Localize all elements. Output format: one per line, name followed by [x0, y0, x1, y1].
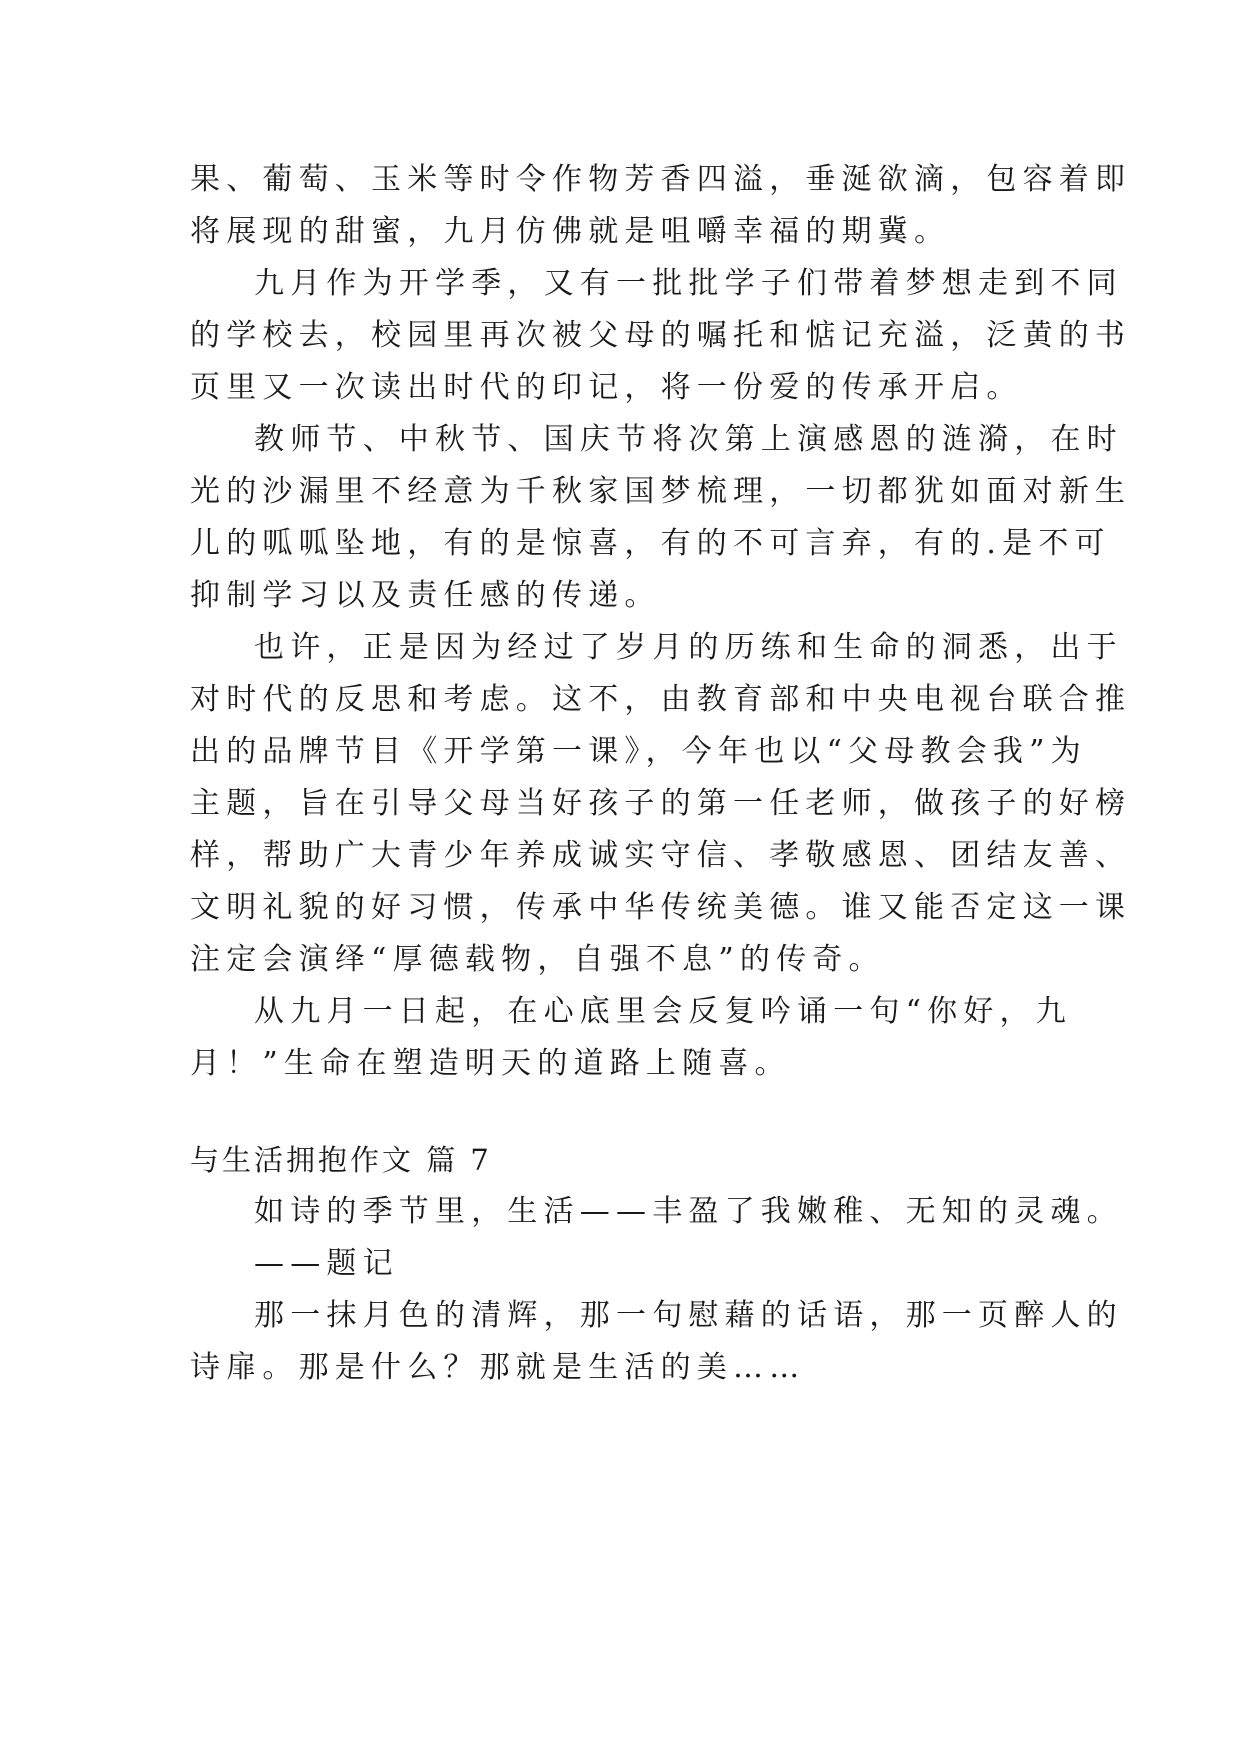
paragraph-line: 那一抹月色的清辉，那一句慰藉的话语，那一页醉人的 [254, 1298, 1123, 1333]
paragraph-line: 果、葡萄、玉米等时令作物芳香四溢，垂涎欲滴，包容着即 [190, 162, 1132, 197]
paragraph-line: 九月作为开学季，又有一批批学子们带着梦想走到不同 [254, 266, 1123, 301]
paragraph-line: 诗扉。那是什么？那就是生活的美…… [190, 1350, 806, 1385]
paragraph-line: 的学校去，校园里再次被父母的嘱托和惦记充溢，泛黄的书 [190, 318, 1132, 353]
paragraph-line: 页里又一次读出时代的印记，将一份爱的传承开启。 [190, 370, 1023, 405]
paragraph-line: 注定会演绎“厚德载物，自强不息”的传奇。 [190, 942, 885, 977]
paragraph-line: 光的沙漏里不经意为千秋家国梦梳理，一切都犹如面对新生 [190, 474, 1132, 509]
paragraph-line: 文明礼貌的好习惯，传承中华传统美德。谁又能否定这一课 [190, 890, 1132, 925]
paragraph-line: 抑制学习以及责任感的传递。 [190, 578, 661, 613]
paragraph-line: 出的品牌节目《开学第一课》，今年也以“父母教会我”为 [190, 734, 1087, 769]
paragraph-line: 月！”生命在塑造明天的道路上随喜。 [190, 1046, 791, 1081]
epigraph-attribution: ——题记 [254, 1246, 399, 1281]
paragraph-line: 将展现的甜蜜，九月仿佛就是咀嚼幸福的期冀。 [190, 214, 951, 249]
paragraph-line: 从九月一日起，在心底里会反复吟诵一句“你好，九 [254, 994, 1072, 1029]
paragraph-line: 主题，旨在引导父母当好孩子的第一任老师，做孩子的好榜 [190, 786, 1132, 821]
paragraph-line: 儿的呱呱坠地，有的是惊喜，有的不可言弃，有的.是不可 [190, 526, 1111, 561]
paragraph-line: 对时代的反思和考虑。这不，由教育部和中央电视台联合推 [190, 682, 1132, 717]
paragraph-line: 也许，正是因为经过了岁月的历练和生命的洞悉，出于 [254, 630, 1123, 665]
paragraph-line: 样，帮助广大青少年养成诚实守信、孝敬感恩、团结友善、 [190, 838, 1132, 873]
section-heading: 与生活拥抱作文 篇 7 [190, 1143, 492, 1177]
epigraph-line: 如诗的季节里，生活——丰盈了我嫩稚、无知的灵魂。 [254, 1194, 1123, 1229]
paragraph-line: 教师节、中秋节、国庆节将次第上演感恩的涟漪，在时 [254, 422, 1123, 457]
